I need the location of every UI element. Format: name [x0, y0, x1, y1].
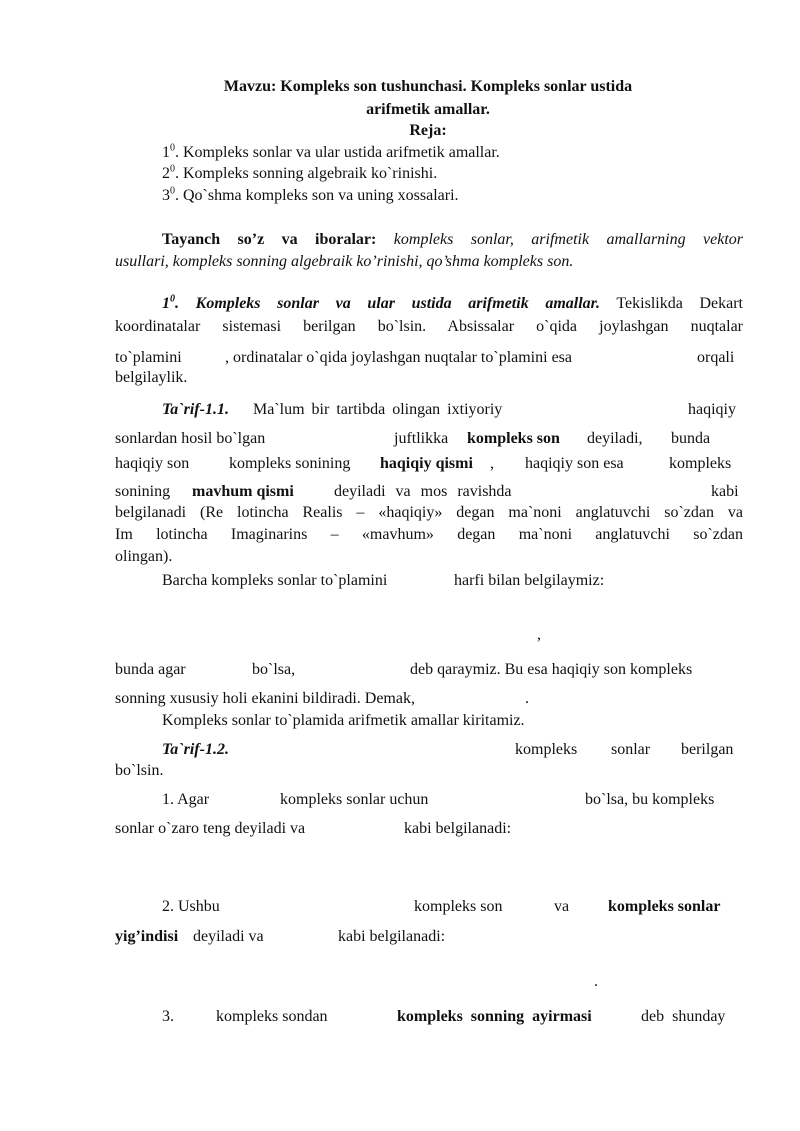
def-1-2-line-1c: berilgan [681, 741, 734, 758]
def-1-1-line-2e: bunda [671, 430, 711, 447]
formula-comma: , [537, 626, 541, 643]
def-1-1-line-6: Im lotincha Imaginarins – «mavhum» degan ma`noni anglatuvchi so`zdan [115, 526, 743, 543]
item-2-g: kabi belgilanadi: [338, 928, 446, 945]
item-2-f: deyiladi va [193, 928, 264, 945]
def-1-1-real-part-term: haqiqiy qismi [380, 455, 473, 472]
item-3-difference-term: kompleks sonning ayirmasi [397, 1008, 592, 1025]
section-1-heading: $1^0$. Kompleks sonlar va ular ustida arifmetik amallar. Tekislikda Dekart [162, 293, 743, 312]
section-1-line-2: koordinatalar sistemasi berilgan bo`lsin. Absissalar o`qida joylashgan nuqtalar [115, 318, 743, 335]
def-1-1-line-2a: sonlardan hosil bo`lgan [115, 430, 266, 447]
item-2-b: kompleks son [414, 898, 503, 915]
keywords-label: Tayanch so’z va iboralar: [162, 231, 377, 248]
def-1-1-line-3e: haqiqiy son esa [525, 455, 624, 472]
def-1-2-line-2: bo`lsin. [115, 762, 164, 779]
def-1-1-imaginary-part-term: mavhum qismi [192, 483, 294, 500]
def-1-1-line-4c: deyiladi va mos ravishda [334, 483, 512, 500]
item-2-a: 2. Ushbu [162, 898, 220, 915]
title-line-2: arifmetik amallar. [366, 101, 490, 118]
def-1-1-line-1b: haqiqiy [688, 401, 736, 418]
def-1-1-line-3f: kompleks [669, 455, 732, 472]
item-2-dot: . [594, 973, 598, 990]
item-1-e: kabi belgilanadi: [404, 820, 512, 837]
plan-heading: Reja: [409, 122, 447, 139]
para-agar-line-2b: . [525, 690, 529, 707]
para-agar-line-1a: bunda agar [115, 661, 186, 678]
item-2-sum-term: yig’indisi [115, 928, 179, 945]
section-1-line-3c: orqali [697, 349, 735, 366]
para-agar-line-1c: deb qaraymiz. Bu esa haqiqiy son kompleks [410, 661, 693, 678]
section-1-line-4: belgilaylik. [115, 369, 188, 386]
def-1-1-line-7: olingan). [115, 548, 173, 565]
item-1-d: sonlar o`zaro teng deyiladi va [115, 820, 306, 837]
def-1-1-label: Ta`rif-1.1. [162, 401, 229, 418]
keywords-line-1: Tayanch so’z va iboralar: kompleks sonlar, arifmetik amallarning vektor [162, 231, 744, 248]
item-3-a: 3. [162, 1008, 174, 1025]
def-1-1-line-5: belgilanadi (Re lotincha Realis – «haqiqiy» degan ma`noni anglatuvchi so`zdan va [115, 504, 743, 521]
def-1-1-line-4d: kabi [711, 483, 739, 500]
def-1-1-line-1a: Ma`lum bir tartibda olingan ixtiyoriy [253, 401, 503, 418]
def-1-2-label: Ta`rif-1.2. [162, 741, 229, 758]
keywords-line-2: usullari, kompleks sonning algebraik ko’rinishi, qo’shma kompleks son. [115, 253, 574, 270]
item-2-c: va [554, 898, 570, 915]
def-1-1-line-3b: kompleks sonining [229, 455, 351, 472]
def-1-1-line-3a: haqiqiy son [115, 455, 190, 472]
def-1-2-line-1a: kompleks [515, 741, 578, 758]
def-1-1-line-8a: Barcha kompleks sonlar to`plamini [162, 572, 388, 589]
def-1-1-line-2d: deyiladi, [587, 430, 643, 447]
section-1-line-3b: , ordinatalar o`qida joylashgan nuqtalar to`plamini esa [225, 349, 572, 366]
item-3-b: kompleks sondan [216, 1008, 328, 1025]
item-1-a: 1. Agar [162, 791, 210, 808]
def-1-1-line-8b: harfi bilan belgilaymiz: [454, 572, 605, 589]
item-2-d: kompleks sonlar [608, 898, 721, 915]
para-agar-line-2a: sonning xususiy holi ekanini bildiradi. Demak, [115, 690, 415, 707]
def-1-1-line-3d: , [490, 455, 494, 472]
plan-item-3: $3^0$. Qo`shma kompleks son va uning xossalari. [162, 185, 459, 204]
def-1-1-line-4a: sonining [115, 483, 171, 500]
item-1-c: bo`lsa, bu kompleks [585, 791, 715, 808]
item-1-b: kompleks sonlar uchun [280, 791, 429, 808]
plan-item-1: $1^0$. Kompleks sonlar va ular ustida arifmetik amallar. [162, 142, 500, 161]
def-1-2-line-1b: sonlar [611, 741, 651, 758]
plan-item-2: $2^0$. Kompleks sonning algebraik ko`rinishi. [162, 163, 438, 182]
item-3-d: deb shunday [641, 1008, 726, 1025]
para-agar-line-3: Kompleks sonlar to`plamida arifmetik amallar kiritamiz. [162, 712, 525, 729]
def-1-1-line-2b: juftlikka [394, 430, 449, 447]
def-1-1-complex-number-term: kompleks son [467, 430, 560, 447]
para-agar-line-1b: bo`lsa, [252, 661, 296, 678]
section-1-line-3a: to`plamini [115, 349, 182, 366]
title-line-1: Mavzu: Kompleks son tushunchasi. Kompleks sonlar ustida [223, 78, 633, 95]
